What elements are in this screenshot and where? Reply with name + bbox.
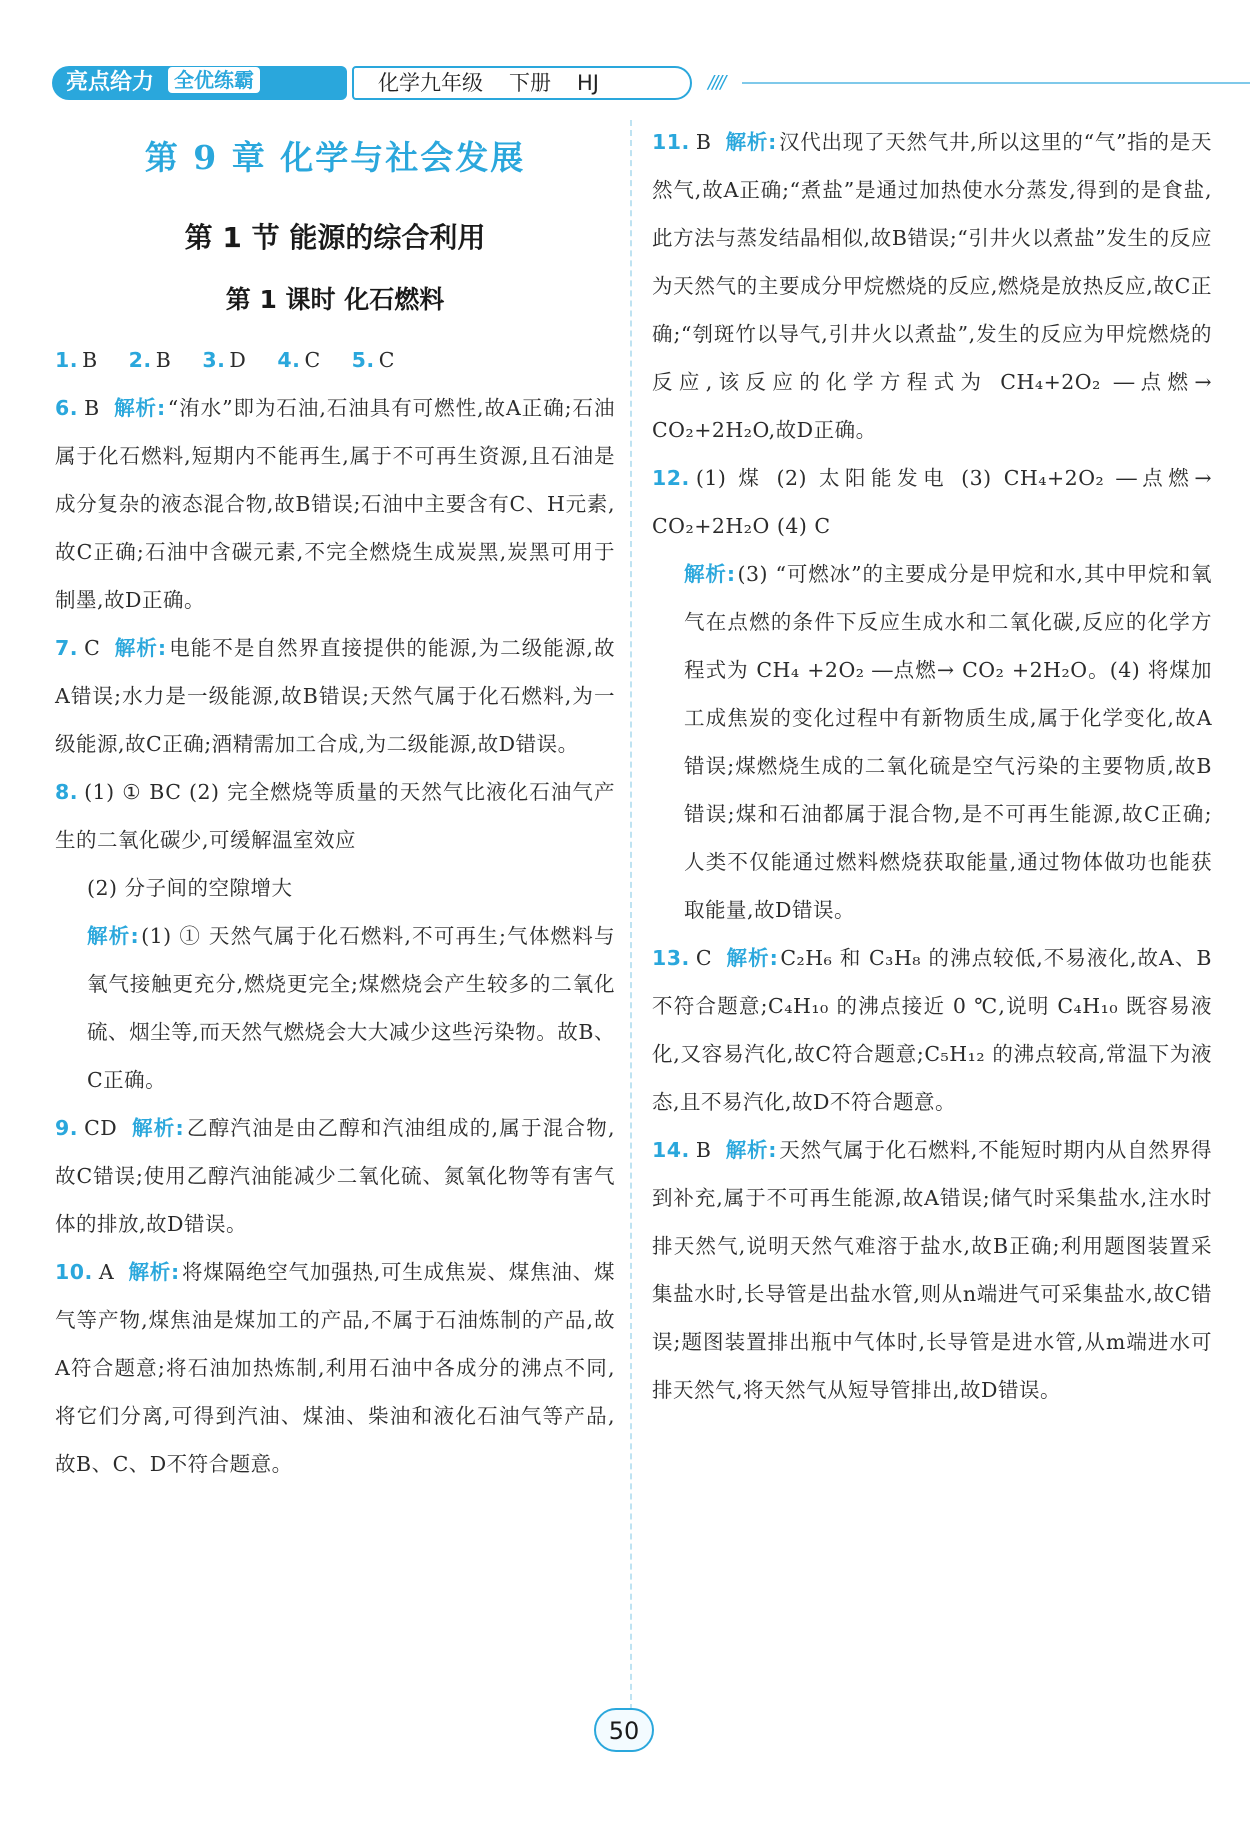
answer-value: A: [98, 1260, 115, 1284]
mcq-item: [277, 348, 320, 372]
explanation-tag: 解析:: [128, 1260, 180, 1284]
mcq-item: [129, 348, 172, 372]
edition-label: HJ: [577, 71, 599, 95]
answer-value: C: [378, 348, 395, 372]
answer-value: B: [155, 348, 172, 372]
answer-value: D: [229, 348, 247, 372]
question-number: 4.: [277, 348, 301, 372]
lesson-title: 第 1 课时 化石燃料: [225, 285, 445, 314]
section-title: 第 1 节 能源的综合利用: [184, 221, 486, 254]
brand-banner: [52, 66, 347, 100]
answer-value: B: [695, 130, 712, 154]
explanation-tag: 解析:: [725, 1138, 777, 1162]
answer-value: (1) ① BC (2) 完全燃烧等质量的天然气比液化石油气产生的二氧化碳少,可缓解温室效应: [55, 780, 615, 852]
answer-value: B: [695, 1138, 712, 1162]
explanation-block: [55, 912, 615, 1104]
explanation-text: “洧水”即为石油,石油具有可燃性,故A正确;石油属于化石燃料,短期内不能再生,属于不可再生资源,且石油是成分复杂的液态混合物,故B错误;石油中主要含有C、H元素,故C正确;石油中含碳元素,不完全燃烧生成炭黑,炭黑可用于制墨,故D正确。: [55, 396, 615, 612]
explanation-text: 电能不是自然界直接提供的能源,为二级能源,故A错误;水力是一级能源,故B错误;天然气属于化石燃料,为一级能源,故C正确;酒精需加工合成,为二级能源,故D错误。: [55, 636, 615, 756]
explanation-text: 汉代出现了天然气井,所以这里的“气”指的是天然气,故A正确;“煮盐”是通过加热使水分蒸发,得到的是食盐,此方法与蒸发结晶相似,故B错误;“引井火以煮盐”发生的反应为天然气的主要成分甲烷燃烧的反应,燃烧是放热反应,故C正确;“刳斑竹以导气,引井火以煮盐”,发生的反应为甲烷燃烧的反应,该反应的化学方程式为 CH₄+2O₂ ―点燃→ CO₂+2H₂O,故D正确。: [652, 130, 1213, 442]
question-number: 9.: [55, 1116, 79, 1140]
question-13: [652, 934, 1212, 1126]
question-8: [55, 768, 615, 1104]
mcq-item: [202, 348, 246, 372]
explanation-tag: 解析:: [113, 396, 166, 420]
question-9: [55, 1104, 615, 1248]
question-number: 8.: [55, 780, 79, 804]
explanation-text: (3) “可燃冰”的主要成分是甲烷和水,其中甲烷和氧气在点燃的条件下反应生成水和二氧化碳,反应的化学方程式为 CH₄ +2O₂ ―点燃→ CO₂ +2H₂O。(4) 将煤加工成焦炭的变化过程中有新物质生成,属于化学变化,故A错误;煤燃烧生成的二氧化硫是空气污染的主要物质,故B错误;煤和石油都属于混合物,是不可再生能源,故C正确;人类不仅能通过燃料燃烧获取能量,通过物体做功也能获取能量,故D错误。: [684, 562, 1212, 922]
explanation-tag: 解析:: [684, 562, 736, 586]
explanation-tag: 解析:: [726, 946, 779, 970]
question-number: 7.: [55, 636, 79, 660]
page-number: 50: [594, 1708, 654, 1752]
explanation-text: 乙醇汽油是由乙醇和汽油组成的,属于混合物,故C错误;使用乙醇汽油能减少二氧化硫、氮氧化物等有害气体的排放,故D错误。: [55, 1116, 615, 1236]
question-number: 5.: [351, 348, 375, 372]
question-number: 1.: [55, 348, 79, 372]
mcq-item: [55, 348, 98, 372]
explanation-text: 天然气属于化石燃料,不能短时期内从自然界得到补充,属于不可再生能源,故A错误;储气时采集盐水,注水时排天然气,说明天然气难溶于盐水,故B正确;利用题图装置采集盐水时,长导管是出盐水管,则从n端进气可采集盐水,故C错误;题图装置排出瓶中气体时,长导管是进水管,从m端进水可排天然气,将天然气从短导管排出,故D错误。: [652, 1138, 1212, 1402]
explanation-tag: 解析:: [87, 924, 140, 948]
explanation-tag: 解析:: [725, 130, 777, 154]
answer-value-2: (2) 分子间的空隙增大: [87, 876, 293, 900]
left-column: [55, 118, 615, 1488]
question-10: [55, 1248, 615, 1488]
answer-value: B: [82, 348, 98, 372]
explanation-tag: 解析:: [114, 636, 167, 660]
subject-label: 化学九年级: [378, 71, 483, 95]
answer-value: C: [304, 348, 321, 372]
answer-value: CD: [84, 1116, 118, 1140]
question-12: [652, 454, 1212, 934]
question-11: [652, 118, 1212, 454]
question-6: [55, 384, 615, 624]
page-header: [52, 66, 1192, 102]
question-number: 10.: [55, 1260, 93, 1284]
subject-box: [352, 66, 692, 100]
question-number: 6.: [55, 396, 79, 420]
answer-value: C: [695, 946, 713, 970]
question-number: 12.: [652, 466, 690, 490]
explanation-block: [652, 550, 1212, 934]
explanation-text: (1) ① 天然气属于化石燃料,不可再生;气体燃料与氧气接触更充分,燃烧更完全;煤燃烧会产生较多的二氧化硫、烟尘等,而天然气燃烧会大大减少这些污染物。故B、C正确。: [87, 924, 615, 1092]
question-7: [55, 624, 615, 768]
right-column: [652, 118, 1212, 1414]
volume-label: 下册: [509, 71, 551, 95]
question-number: 2.: [128, 348, 152, 372]
question-number: 14.: [652, 1138, 690, 1162]
question-number: 13.: [652, 946, 690, 970]
header-rule: [742, 82, 1250, 84]
answer-value: B: [84, 396, 100, 420]
question-number: 11.: [652, 130, 690, 154]
explanation-text: 将煤隔绝空气加强热,可生成焦炭、煤焦油、煤气等产物,煤焦油是煤加工的产品,不属于石油炼制的产品,故A符合题意;将石油加热炼制,利用石油中各成分的沸点不同,将它们分离,可得到汽油、煤油、柴油和液化石油气等产品,故B、C、D不符合题意。: [55, 1260, 615, 1476]
answer-value: (1) 煤 (2) 太阳能发电 (3) CH₄+2O₂ ―点燃→ CO₂+2H₂O (4) C: [652, 466, 1212, 538]
chapter-title: 第 9 章 化学与社会发展: [144, 138, 526, 177]
mcq-item: [352, 348, 395, 372]
brand-subtitle: 全优练霸: [168, 67, 260, 93]
answer-value: C: [84, 636, 101, 660]
explanation-text: C₂H₆ 和 C₃H₈ 的沸点较低,不易液化,故A、B不符合题意;C₄H₁₀ 的沸点接近 0 ℃,说明 C₄H₁₀ 既容易液化,又容易汽化,故C符合题意;C₅H₁₂ 的沸点较高,常温下为液态,且不易汽化,故D不符合题意。: [652, 946, 1213, 1114]
question-number: 3.: [202, 348, 226, 372]
column-divider: [630, 120, 632, 1720]
mcq-answers: [55, 336, 615, 384]
question-14: [652, 1126, 1212, 1414]
brand-title: 亮点给力: [66, 70, 155, 95]
header-slashes: ////: [708, 72, 725, 93]
explanation-tag: 解析:: [131, 1116, 185, 1140]
